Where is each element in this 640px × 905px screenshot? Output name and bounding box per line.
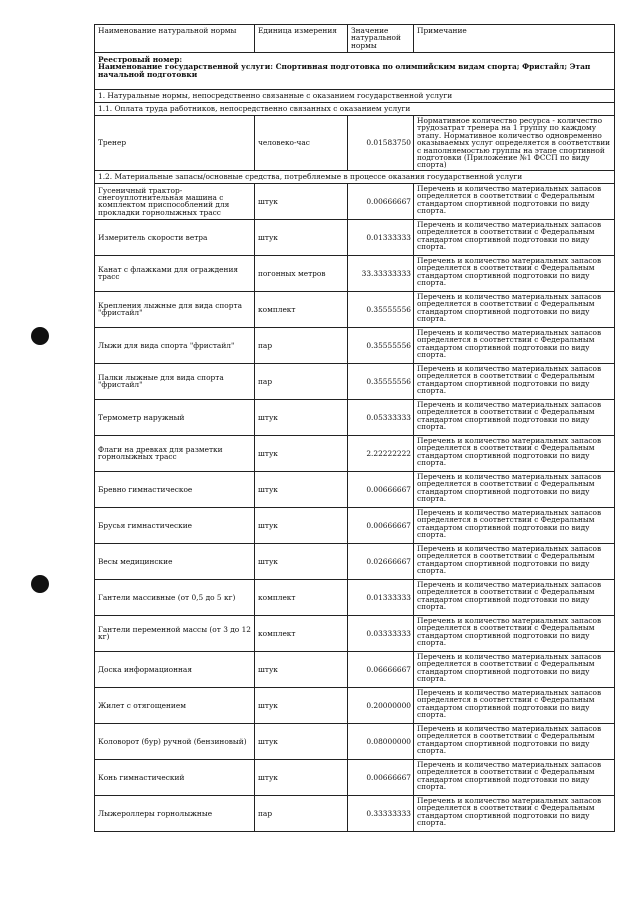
table-row xyxy=(95,723,615,759)
item-value: 0.00666667 xyxy=(348,471,414,507)
section-1-1-title: 1.1. Оплата труда работников, непосредственно связанных с оказанием услуги xyxy=(95,103,615,116)
item-name: Коловорот (бур) ручной (бензиновый) xyxy=(95,723,255,759)
item-unit: штук xyxy=(255,219,348,255)
item-name: Доска информационная xyxy=(95,651,255,687)
item-value: 0.33333333 xyxy=(348,795,414,831)
registry-cell xyxy=(95,53,615,90)
item-name: Канат с флажками для ограждения трасс xyxy=(95,255,255,291)
item-unit: комплект xyxy=(255,615,348,651)
item-note: Перечень и количество материальных запасов определяется в соответствии с Федеральным стандартом спортивной подготовки по виду спорта. xyxy=(414,507,615,543)
item-name: Лыжи для вида спорта "фристайл" xyxy=(95,327,255,363)
item-unit: погонных метров xyxy=(255,255,348,291)
item-value: 0.03333333 xyxy=(348,615,414,651)
table-row xyxy=(95,255,615,291)
item-unit: пар xyxy=(255,363,348,399)
item-unit: штук xyxy=(255,651,348,687)
item-value: 0.00666667 xyxy=(348,759,414,795)
trainer-value: 0.01583750 xyxy=(348,116,414,171)
item-note: Перечень и количество материальных запасов определяется в соответствии с Федеральным стандартом спортивной подготовки по виду спорта. xyxy=(414,759,615,795)
table-row xyxy=(95,471,615,507)
item-unit: комплект xyxy=(255,291,348,327)
trainer-note: Нормативное количество ресурса - количество трудозатрат тренера на 1 группу по каждому этапу. Нормативное количество одновременно оказываемых услуг определяется в соответствии с наполняемостью группы на этапе спортивной подготовки (Приложение №1 ФССП по виду спорта) xyxy=(414,116,615,171)
header-unit: Единица измерения xyxy=(255,25,348,53)
item-name: Гантели массивные (от 0,5 до 5 кг) xyxy=(95,579,255,615)
item-value: 33.33333333 xyxy=(348,255,414,291)
table-row xyxy=(95,543,615,579)
item-unit: штук xyxy=(255,507,348,543)
item-unit: штук xyxy=(255,435,348,471)
item-name: Конь гимнастический xyxy=(95,759,255,795)
item-note: Перечень и количество материальных запасов определяется в соответствии с Федеральным стандартом спортивной подготовки по виду спорта. xyxy=(414,471,615,507)
item-name: Брусья гимнастические xyxy=(95,507,255,543)
norms-table xyxy=(94,24,615,832)
item-note: Перечень и количество материальных запасов определяется в соответствии с Федеральным стандартом спортивной подготовки по виду спорта. xyxy=(414,723,615,759)
item-unit: штук xyxy=(255,183,348,219)
item-note: Перечень и количество материальных запасов определяется в соответствии с Федеральным стандартом спортивной подготовки по виду спорта. xyxy=(414,291,615,327)
item-value: 0.35555556 xyxy=(348,291,414,327)
binder-hole xyxy=(31,327,49,345)
table-row xyxy=(95,435,615,471)
item-name: Весы медицинские xyxy=(95,543,255,579)
item-name: Гантели переменной массы (от 3 до 12 кг) xyxy=(95,615,255,651)
service-name: Наименование государственной услуги: Спортивная подготовка по олимпийским видам спорта; Фристайл; Этап начальной подготовки xyxy=(98,62,591,79)
item-value: 0.35555556 xyxy=(348,327,414,363)
table-row xyxy=(95,615,615,651)
section-row xyxy=(95,90,615,103)
table-row xyxy=(95,795,615,831)
trainer-row xyxy=(95,116,615,171)
header-value: Значение натуральной нормы xyxy=(348,25,414,53)
header-norm-name: Наименование натуральной нормы xyxy=(95,25,255,53)
item-name: Лыжероллеры горнолыжные xyxy=(95,795,255,831)
table-row xyxy=(95,363,615,399)
item-name: Флаги на древках для разметки горнолыжных трасс xyxy=(95,435,255,471)
item-note: Перечень и количество материальных запасов определяется в соответствии с Федеральным стандартом спортивной подготовки по виду спорта. xyxy=(414,219,615,255)
table-header-row xyxy=(95,25,615,53)
item-unit: штук xyxy=(255,471,348,507)
item-value: 0.06666667 xyxy=(348,651,414,687)
item-note: Перечень и количество материальных запасов определяется в соответствии с Федеральным стандартом спортивной подготовки по виду спорта. xyxy=(414,687,615,723)
item-note: Перечень и количество материальных запасов определяется в соответствии с Федеральным стандартом спортивной подготовки по виду спорта. xyxy=(414,363,615,399)
table-row xyxy=(95,291,615,327)
table-row xyxy=(95,327,615,363)
item-name: Гусеничный трактор-снегоуплотнительная машина с комплектом приспособлений для прокладки горнолыжных трасс xyxy=(95,183,255,219)
item-note: Перечень и количество материальных запасов определяется в соответствии с Федеральным стандартом спортивной подготовки по виду спорта. xyxy=(414,183,615,219)
table-row xyxy=(95,651,615,687)
header-note: Примечание xyxy=(414,25,615,53)
item-note: Перечень и количество материальных запасов определяется в соответствии с Федеральным стандартом спортивной подготовки по виду спорта. xyxy=(414,579,615,615)
item-unit: штук xyxy=(255,543,348,579)
item-value: 0.35555556 xyxy=(348,363,414,399)
item-note: Перечень и количество материальных запасов определяется в соответствии с Федеральным стандартом спортивной подготовки по виду спорта. xyxy=(414,543,615,579)
section-row xyxy=(95,170,615,183)
registry-number-label: Реестровый номер: xyxy=(98,55,183,64)
table-row xyxy=(95,579,615,615)
item-value: 0.08000000 xyxy=(348,723,414,759)
item-unit: штук xyxy=(255,687,348,723)
item-unit: пар xyxy=(255,327,348,363)
item-note: Перечень и количество материальных запасов определяется в соответствии с Федеральным стандартом спортивной подготовки по виду спорта. xyxy=(414,435,615,471)
item-value: 0.01333333 xyxy=(348,579,414,615)
item-name: Крепления лыжные для вида спорта "фристайл" xyxy=(95,291,255,327)
item-note: Перечень и количество материальных запасов определяется в соответствии с Федеральным стандартом спортивной подготовки по виду спорта. xyxy=(414,651,615,687)
item-note: Перечень и количество материальных запасов определяется в соответствии с Федеральным стандартом спортивной подготовки по виду спорта. xyxy=(414,795,615,831)
item-name: Палки лыжные для вида спорта "фристайл" xyxy=(95,363,255,399)
item-name: Термометр наружный xyxy=(95,399,255,435)
item-unit: штук xyxy=(255,399,348,435)
item-value: 0.00666667 xyxy=(348,183,414,219)
trainer-unit: человеко-час xyxy=(255,116,348,171)
item-unit: пар xyxy=(255,795,348,831)
item-note: Перечень и количество материальных запасов определяется в соответствии с Федеральным стандартом спортивной подготовки по виду спорта. xyxy=(414,255,615,291)
item-note: Перечень и количество материальных запасов определяется в соответствии с Федеральным стандартом спортивной подготовки по виду спорта. xyxy=(414,399,615,435)
table-row xyxy=(95,219,615,255)
section-1-title: 1. Натуральные нормы, непосредственно связанные с оказанием государственной услуги xyxy=(95,90,615,103)
item-note: Перечень и количество материальных запасов определяется в соответствии с Федеральным стандартом спортивной подготовки по виду спорта. xyxy=(414,327,615,363)
table-row xyxy=(95,687,615,723)
registry-row xyxy=(95,53,615,90)
item-name: Бревно гимнастическое xyxy=(95,471,255,507)
section-1-2-title: 1.2. Материальные запасы/основные средства, потребляемые в процессе оказания государственной услуги xyxy=(95,170,615,183)
item-value: 0.01333333 xyxy=(348,219,414,255)
item-value: 0.05333333 xyxy=(348,399,414,435)
item-value: 0.00666667 xyxy=(348,507,414,543)
item-value: 2.22222222 xyxy=(348,435,414,471)
item-value: 0.02666667 xyxy=(348,543,414,579)
item-unit: комплект xyxy=(255,579,348,615)
item-unit: штук xyxy=(255,759,348,795)
item-unit: штук xyxy=(255,723,348,759)
table-row xyxy=(95,507,615,543)
item-note: Перечень и количество материальных запасов определяется в соответствии с Федеральным стандартом спортивной подготовки по виду спорта. xyxy=(414,615,615,651)
section-row xyxy=(95,103,615,116)
binder-hole xyxy=(31,575,49,593)
table-row xyxy=(95,759,615,795)
item-name: Жилет с отягощением xyxy=(95,687,255,723)
table-row xyxy=(95,399,615,435)
trainer-name: Тренер xyxy=(95,116,255,171)
table-row xyxy=(95,183,615,219)
item-name: Измеритель скорости ветра xyxy=(95,219,255,255)
item-value: 0.20000000 xyxy=(348,687,414,723)
